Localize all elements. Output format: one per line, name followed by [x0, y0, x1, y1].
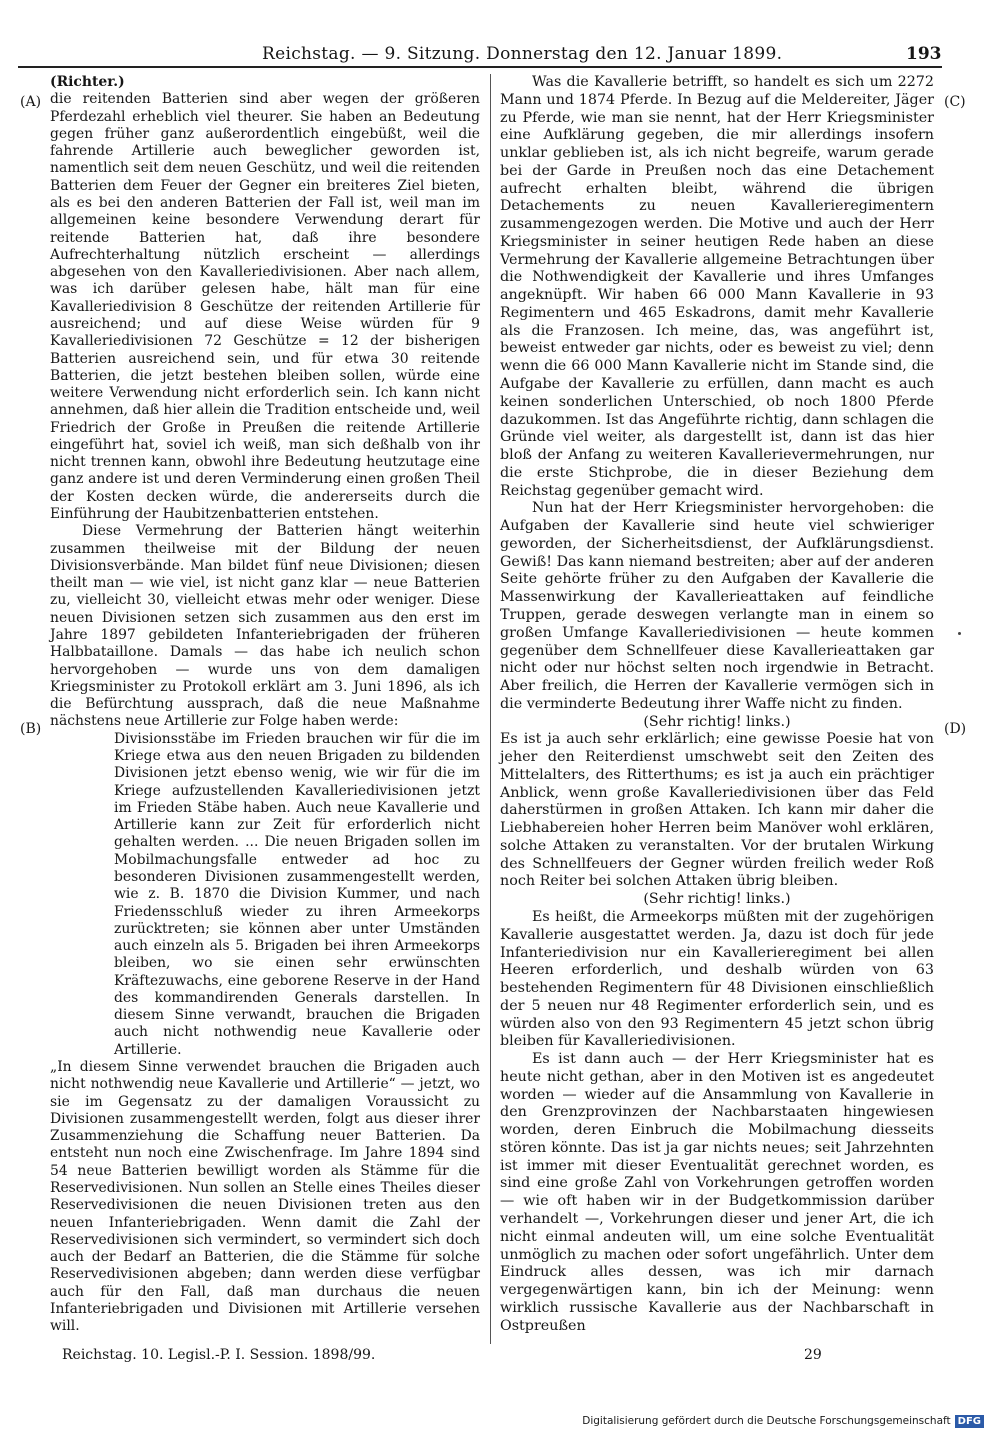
margin-marker-d: (D)	[944, 721, 967, 737]
paragraph: Nun hat der Herr Kriegsminister hervorgehoben: die Aufgaben der Kavallerie sind heute viel schwieriger geworden, der Sicherheitsdienst, der Aufklärungsdienst. Gewiß! Das kann niemand bestreiten; aber auf der anderen Seite gehörte früher zu den Aufgaben der Kavallerie die Massenwirkung der Kavallerieattaken auf feindliche Truppen, gerade deswegen verlangte man in einem so großen Umfange Kavalleriedivisionen — heute kommen gegenüber dem Schnellfeuer diese Kavallerieattaken gar nicht oder nur höchst selten noch irgendwie in Betracht. Aber freilich, die Herren der Kavallerie vermögen sich in die verminderte Bedeutung ihrer Waffe nicht zu finden.	[500, 500, 934, 712]
left-column	[50, 74, 480, 1336]
interjection: (Sehr richtig! links.)	[643, 713, 791, 730]
page-header-title: Reichstag. — 9. Sitzung. Donnerstag den 12. Januar 1899.	[262, 44, 783, 64]
paragraph: Es heißt, die Armeekorps müßten mit der zugehörigen Kavallerie ausgestattet werden. Ja, dazu ist doch für jede Infanteriedivision nur ein Kavallerieregiment bei allen Heeren erforderlich, und deshalb würden von 63 bestehenden Regimentern für 48 Divisionen einschließlich der 5 neuen nur 48 Regimenter erforderlich sein, und es würden also von den 93 Regimentern 45 jetzt schon übrig bleiben für Kavalleriedivisionen.	[500, 908, 934, 1050]
interjection: (Sehr richtig! links.)	[643, 891, 791, 908]
margin-marker-a: (A)	[20, 94, 42, 110]
header-rule	[18, 66, 942, 68]
dfg-logo-icon: DFG	[955, 1415, 984, 1428]
block-quote: Divisionsstäbe im Frieden brauchen wir für die im Kriege etwa aus den neuen Brigaden zu bildenden Divisionen jetzt ebenso wenig, wie wir für die im Kriege aufzustellenden Kavalleriedivisionen jetzt im Frieden Stäbe haben. Auch neue Kavallerie und Artillerie kann zur Zeit für erforderlich nicht gehalten werden. ... Die neuen Brigaden sollen im Mobilmachungsfalle entweder ad hoc zu besonderen Divisionen zusammengestellt werden, wie z. B. 1870 die Division Kummer, und nach Friedensschluß wieder zu ihren Armeekorps zurücktreten; sie können aber unter Umständen auch einzeln als 5. Brigaden bei ihren Armeekorps bleiben, wo sie einen sehr erwünschten Kräftezuwachs, eine geborene Reserve in der Hand des kommandirenden Generals darstellen. In diesem Sinne verwandt, brauchen die Brigaden auch nicht nothwendig neue Kavallerie oder Artillerie.	[114, 730, 480, 1058]
paragraph: Diese Vermehrung der Batterien hängt weiterhin zusammen theilweise mit der Bildung der neuen Divisionsverbände. Man bildet fünf neue Divisionen; diesen theilt man — wie viel, ist nicht ganz klar — neue Batterien zu, vielleicht 30, vielleicht etwas mehr oder weniger. Diese neuen Divisionen setzen sich zusammen aus den erst im Jahre 1897 gebildeten Infanteriebrigaden der früheren Halbbataillone. Damals — das habe ich neulich schon hervorgehoben — wurde uns von dem damaligen Kriegsminister zu Protokoll erklärt am 3. Juni 1896, als ich die Befürchtung aussprach, daß die neue Maßnahme nächstens neue Artillerie zur Folge haben werde:	[50, 523, 480, 730]
paragraph: Es ist ja auch sehr erklärlich; eine gewisse Poesie hat von jeher den Reiterdienst umschwebt seit den Zeiten des Mittelalters, des Ritterthums; es ist ja auch ein prächtiger Anblick, wenn große Kavalleriedivisionen über das Feld daherstürmen in großen Attaken. Ich kann mir daher die Liebhabereien hoher Herren beim Manöver wohl erklären, solche Attaken zu veranstalten. Vor der brutalen Wirkung des Schnellfeuers der Gegner würden freilich weder Roß noch Reiter bei solchen Attaken übrig bleiben.	[500, 731, 934, 890]
column-separator	[490, 74, 491, 1344]
margin-marker-b: (B)	[20, 721, 42, 737]
paragraph: „In diesem Sinne verwendet brauchen die Brigaden auch nicht nothwendig neue Kavallerie und Artillerie“ — jetzt, wo sie im Gegensatz zu der damaligen Voraussicht zu Divisionen zusammengestellt werden, folgt aus dieser ihrer Zusammenziehung die Schaffung neuer Batterien. Da entsteht nun noch eine Zwischenfrage. Im Jahre 1894 sind 54 neue Batterien bewilligt worden als Stämme für die Reservedivisionen. Nun sollen an Stelle eines Theiles dieser Reservedivisionen die neuen Divisionen treten aus den neuen Infanteriebrigaden. Wenn damit die Zahl der Reservedivisionen sich vermindert, so vermindert sich doch auch der Bedarf an Batterien, die die Stämme für solche Reservedivisionen abgeben; dann werden diese verfügbar auch für den Fall, daß man durchaus die neuen Infanteriebrigaden und Divisionen mit Artillerie versehen will.	[50, 1059, 480, 1335]
digitization-credit	[582, 1414, 984, 1428]
speaker-label: (Richter.)	[50, 74, 125, 90]
paragraph: Was die Kavallerie betrifft, so handelt es sich um 2272 Mann und 1874 Pferde. In Bezug auf die Meldereiter, Jäger zu Pferde, wie man sie nennt, hat der Herr Kriegsminister eine Aufklärung gegeben, die mir allerdings insofern unklar geblieben ist, als ich nicht begreife, warum gerade bei der Garde in Preußen noch das eine Detachement aufrecht erhalten bleibt, während die übrigen Detachements zu neuen Kavallerieregimentern zusammengezogen werden. Die Motive und auch der Herr Kriegsminister in seiner heutigen Rede haben an diese Vermehrung der Kavallerie allgemeine Betrachtungen über die Nothwendigkeit der Kavallerie und ihres Umfanges angeknüpft. Wir haben 66 000 Mann Kavallerie in 93 Regimentern und 465 Eskadrons, damit mehr Kavallerie als die Franzosen. Ich meine, das, was angeführt ist, beweist entweder gar nichts, oder es beweist zu viel; denn wenn die 66 000 Mann Kavallerie nicht im Stande sind, die Aufgabe der Kavallerie zu erfüllen, dann macht es auch keinen sonderlichen Unterschied, ob noch 1800 Pferde dazukommen. Ist das Angeführte richtig, dann schlagen die Gründe viel weiter, als dargestellt ist, dann ist das hier bloß der Anfang zu weiteren Kavallerievermehrungen, nur die erste Stichprobe, die in dieser Beziehung dem Reichstag gegenüber gemacht wird.	[500, 74, 934, 499]
footer-sheet-number: 29	[804, 1347, 822, 1363]
paragraph: die reitenden Batterien sind aber wegen der größeren Pferdezahl erheblich viel theurer. Sie haben an Bedeutung gegen früher ganz außerordentlich eingebüßt, weil die fahrende Artillerie auch beweglicher geworden ist, namentlich seit dem neuen Geschütz, und weil die reitenden Batterien dem Feuer der Gegner ein breiteres Ziel bieten, als es bei den anderen Batterien der Fall ist, weil man im allgemeinen keine besondere Verwendung derart für reitende Batterien hat, daß ihre besondere Aufrechterhaltung nützlich erscheint — allerdings abgesehen von den Kavalleriedivisionen. Aber nach allem, was ich darüber gelesen habe, hält man für eine Kavalleriedivision 8 Geschütze der reitenden Artillerie für ausreichend; und auf diese Weise würden für 9 Kavalleriedivisionen 72 Geschütze = 12 der bisherigen Batterien ausreichend sein, und für etwa 30 reitende Batterien, die jetzt bestehen bleiben sollen, würde eine weitere Verwendung nicht erforderlich sein. Ich kann nicht annehmen, daß hier allein die Tradition entscheide und, weil Friedrich der Große in Preußen die reitende Artillerie eingeführt hat, soviel ich weiß, man sich deßhalb von ihr nicht trennen kann, obwohl ihre Bedeutung heutzutage eine ganz andere ist und deren Verminderung einen großen Theil der Kosten decken würde, die andererseits durch die Einführung der Haubitzenbatterien entstehen.	[50, 91, 480, 523]
page-number: 193	[906, 44, 942, 64]
footer-session-info: Reichstag. 10. Legisl.-P. I. Session. 1898/99.	[62, 1347, 376, 1363]
margin-marker-c: (C)	[944, 94, 966, 110]
ink-dot-icon	[958, 632, 961, 635]
digitization-text: Digitalisierung gefördert durch die Deutsche Forschungsgemeinschaft	[582, 1415, 951, 1427]
paragraph: Es ist dann auch — der Herr Kriegsminister hat es heute nicht gethan, aber in den Motiven ist es angedeutet worden — wieder auf die Ansammlung von Kavallerie in den Grenzprovinzen der Nachbarstaaten hingewiesen worden, deren Einbruch die Mobilmachung diesseits stören könnte. Das ist ja gar nichts neues; seit Jahrzehnten ist immer mit dieser Eventualität gerechnet worden, es sind eine große Zahl von Vorkehrungen getroffen worden — wie oft haben wir in der Budgetkommission darüber verhandelt —, Vorkehrungen dieser und jener Art, die ich nicht einmal andeuten will, um eine solche Eventualität unmöglich zu machen oder sofort ungefährlich. Unter dem Eindruck alles dessen, was ich mir darnach vergegenwärtigen kann, bin ich der Meinung: wenn wirklich russische Kavallerie aus der Nachbarschaft in Ostpreußen	[500, 1051, 934, 1334]
right-column	[500, 74, 934, 1335]
